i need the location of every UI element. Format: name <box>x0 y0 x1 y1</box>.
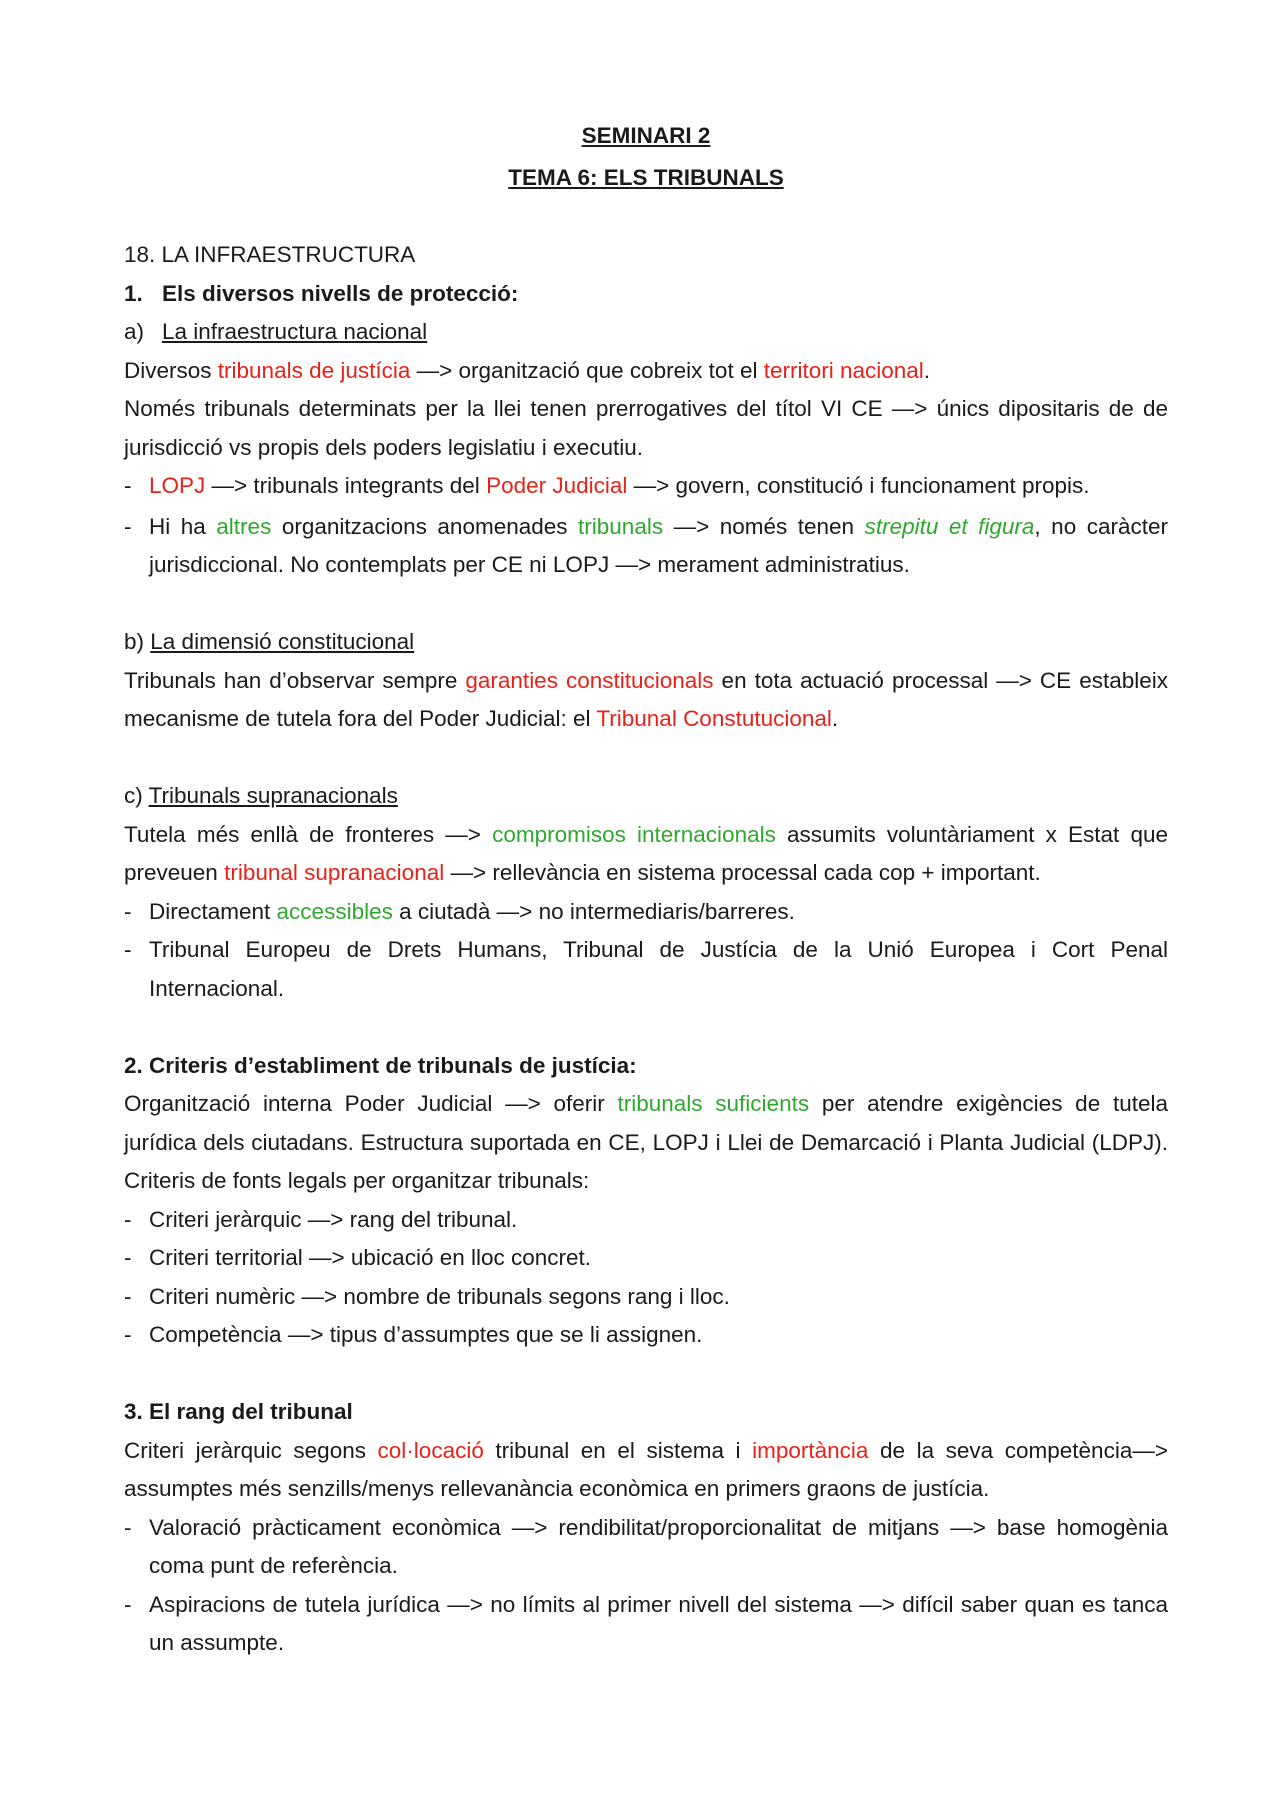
spacer <box>124 739 1168 778</box>
list-item <box>124 1586 1168 1663</box>
text-run: Tribunals han d’observar sempre <box>124 667 466 693</box>
text-run: de la seva competència—> assumptes més senzills/menys rellevanància econòmica en primers graons de justícia. <box>124 1437 1168 1501</box>
list-item-text: Criteri jeràrquic —> rang del tribunal. <box>149 1206 518 1232</box>
section-2-paragraph <box>124 1085 1168 1201</box>
list-item-text <box>149 893 1168 932</box>
text-run: . <box>831 706 839 731</box>
subsection-c-title: Tribunals supranacionals <box>148 783 398 808</box>
highlight-red: Tribunal Constutucional <box>596 706 832 731</box>
highlight-green: altres <box>216 513 272 539</box>
text-run: —> només tenen <box>663 513 865 539</box>
list-item <box>124 1316 1168 1355</box>
dash-bullet: - <box>124 473 132 498</box>
list-item <box>124 467 1168 506</box>
list-item-text <box>149 508 1168 585</box>
subsection-b-paragraph <box>124 662 1168 739</box>
text-run: Tutela més enllà de fronteres —> <box>124 821 493 847</box>
dash-bullet: - <box>124 1591 132 1617</box>
subsection-b-heading <box>124 623 1168 662</box>
document-content <box>124 116 1168 1663</box>
text-run: —> govern, constitució i funcionament propis. <box>627 473 1090 498</box>
text-run: organitzacions anomenades <box>271 513 579 539</box>
list-item-text: Aspiracions de tutela jurídica —> no límits al primer nivell del sistema —> difícil saber quan es tanca un assumpte. <box>149 1591 1168 1655</box>
dash-bullet: - <box>124 1245 132 1270</box>
section-1-number: 1. <box>124 280 143 306</box>
dash-bullet: - <box>124 898 132 924</box>
list-item-text: Valoració pràcticament econòmica —> rendibilitat/proporcionalitat de mitjans —> base homogènia coma punt de referència. <box>149 1514 1168 1578</box>
highlight-green-italic: strepitu et figura <box>864 513 1035 539</box>
dash-bullet: - <box>124 1206 132 1232</box>
list-item-text: Tribunal Europeu de Drets Humans, Tribunal de Justícia de la Unió Europea i Cort Penal Internacional. <box>149 937 1168 1001</box>
dash-bullet: - <box>124 1283 132 1309</box>
section-1-title: Els diversos nivells de protecció: <box>162 280 519 306</box>
highlight-red: importància <box>752 1437 869 1463</box>
text-run: —> tribunals integrants del <box>205 473 487 498</box>
spacer <box>124 585 1168 624</box>
dash-bullet: - <box>124 513 132 539</box>
highlight-green: compromisos internacionals <box>492 821 776 847</box>
section-1-heading <box>124 275 1168 314</box>
dash-bullet: - <box>124 1514 132 1540</box>
highlight-red: col·locació <box>377 1437 484 1463</box>
highlight-red: tribunals de justícia <box>217 357 411 383</box>
list-item <box>124 893 1168 932</box>
subsection-c-heading <box>124 777 1168 816</box>
highlight-green: accessibles <box>276 898 393 924</box>
subsection-a-label: a) <box>124 319 145 344</box>
highlight-red: LOPJ <box>149 473 206 498</box>
section-2-heading: 2. Criteris d’establiment de tribunals de justícia: <box>124 1052 637 1078</box>
highlight-red: garanties constitucionals <box>465 667 714 693</box>
highlight-green: tribunals <box>578 513 664 539</box>
text-run: per atendre exigències de tutela jurídica dels ciutadans. Estructura suportada en CE, LOPJ i Llei de Demarcació i Planta Judicial (LDPJ). Criteris de fonts legals per organitzar tribunals: <box>124 1091 1168 1193</box>
document-title: SEMINARI 2 <box>581 123 711 148</box>
highlight-red: territori nacional <box>763 357 924 383</box>
list-item-text: Criteri numèric —> nombre de tribunals segons rang i lloc. <box>149 1283 730 1309</box>
text-run: Hi ha <box>149 513 217 539</box>
list-item <box>124 508 1168 585</box>
text-run: tribunal en el sistema i <box>483 1437 753 1463</box>
text-run: Directament <box>149 898 277 924</box>
list-item <box>124 931 1168 1008</box>
text-run: en tota actuació processal —> CE estableix mecanisme de tutela fora del Poder Judicial: el <box>124 667 1168 731</box>
text-run: , no caràcter jurisdiccional. No contemplats per CE ni LOPJ —> merament administratius. <box>149 513 1168 577</box>
subsection-a-paragraph-2: Només tribunals determinats per la llei tenen prerrogatives del títol VI CE —> únics dipositaris de de jurisdicció vs propis dels poders legislatiu i executiu. <box>124 396 1168 460</box>
highlight-red: Poder Judicial <box>486 473 628 498</box>
text-run: Criteri jeràrquic segons <box>124 1437 378 1463</box>
subsection-a-paragraph-1 <box>124 352 1168 391</box>
section-3-heading: 3. El rang del tribunal <box>124 1399 353 1424</box>
text-run: Organització interna Poder Judicial —> oferir <box>124 1091 618 1116</box>
list-item-text <box>149 467 1168 506</box>
subsection-c-paragraph <box>124 816 1168 893</box>
subsection-c-label: c) <box>124 783 143 808</box>
text-run: . <box>923 357 931 383</box>
spacer <box>124 1008 1168 1047</box>
list-item-text: Competència —> tipus d’assumptes que se li assignen. <box>149 1322 703 1347</box>
list-item <box>124 1509 1168 1586</box>
subsection-b-title: La dimensió constitucional <box>150 629 415 654</box>
list-item <box>124 1278 1168 1317</box>
document-subtitle: TEMA 6: ELS TRIBUNALS <box>508 165 784 190</box>
subsection-a-heading <box>124 313 1168 352</box>
text-run: assumits voluntàriament x Estat que preveuen <box>124 821 1168 885</box>
list-item-text: Criteri territorial —> ubicació en lloc concret. <box>149 1245 592 1270</box>
highlight-red: tribunal supranacional <box>224 860 445 885</box>
section-18-heading: 18. LA INFRAESTRUCTURA <box>124 242 416 267</box>
list-item <box>124 1239 1168 1278</box>
text-run: —> rellevància en sistema processal cada cop + important. <box>444 860 1041 885</box>
dash-bullet: - <box>124 937 132 962</box>
text-run: —> organització que cobreix tot el <box>410 357 764 383</box>
text-run: Diversos <box>124 357 218 383</box>
subsection-b-label: b) <box>124 629 145 654</box>
subsection-a-title: La infraestructura nacional <box>162 319 428 344</box>
spacer <box>124 1355 1168 1394</box>
dash-bullet: - <box>124 1322 132 1347</box>
section-3-paragraph <box>124 1432 1168 1509</box>
text-run: a ciutadà —> no intermediaris/barreres. <box>392 898 795 924</box>
list-item <box>124 1201 1168 1240</box>
highlight-green: tribunals suficients <box>617 1091 810 1116</box>
